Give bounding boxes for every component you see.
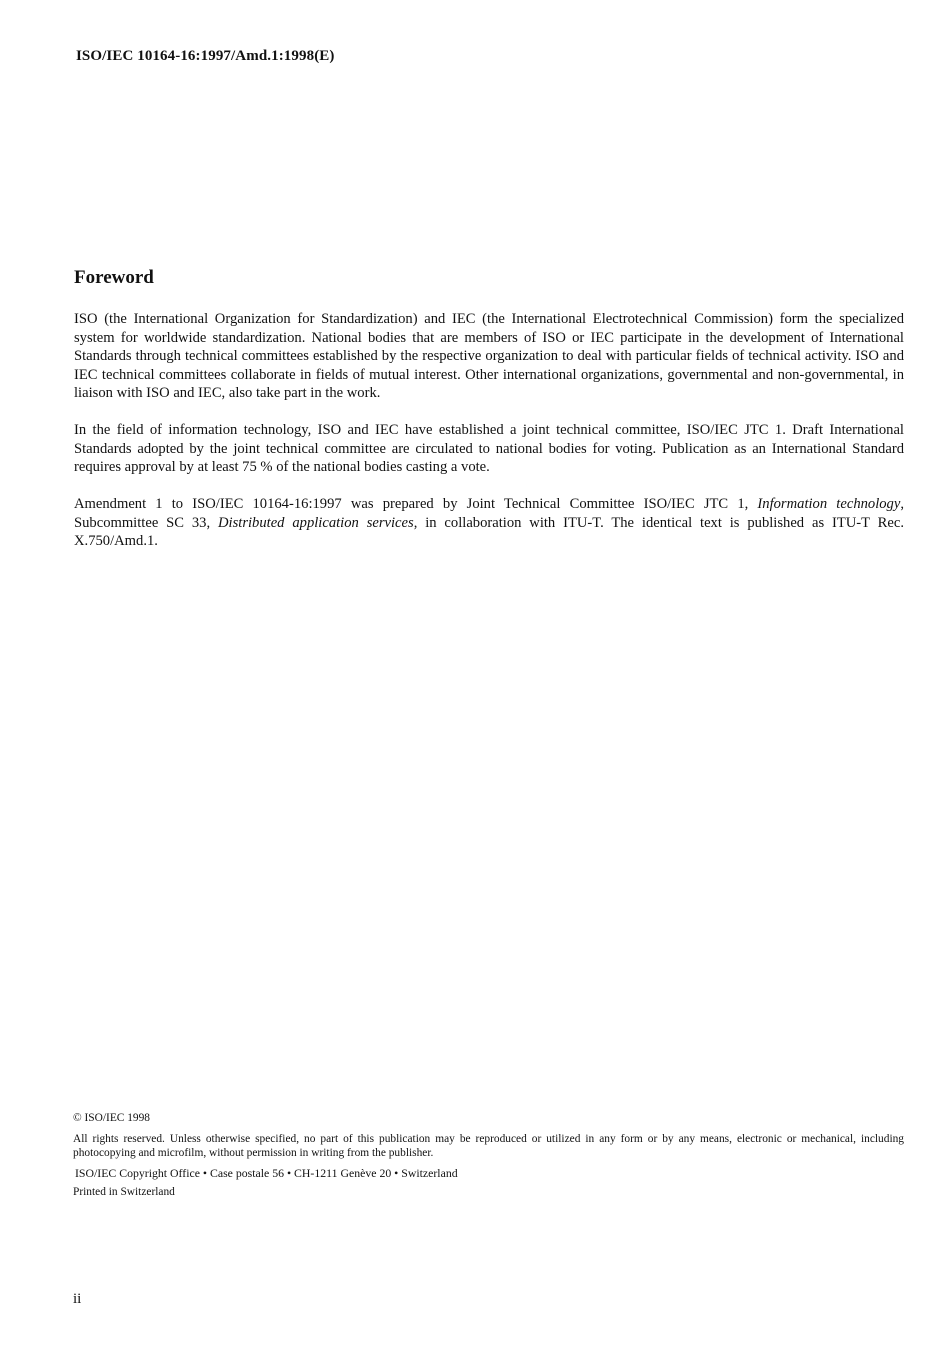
printed-in: Printed in Switzerland [73, 1186, 175, 1199]
copyright-office-address: ISO/IEC Copyright Office • Case postale 56 • CH-1211 Genève 20 • Switzerland [75, 1165, 458, 1180]
paragraph-3-text-2: , Subcommittee SC 33, [74, 496, 904, 531]
copyright-notice [73, 1111, 904, 1200]
foreword-paragraph-1: ISO (the International Organization for Standardization) and IEC (the International Electrotechnical Commission) form the specialized system for worldwide standardization. National bodies that are members of ISO or IEC participate in the development of International Standards through technical committees established by the respective organization to deal with particular fields of technical activity. ISO and IEC technical committees collaborate in fields of mutual interest. Other international organizations, governmental and non-governmental, in liaison with ISO and IEC, also take part in the work. [74, 311, 904, 402]
paragraph-3-emphasis-1: Information technology [757, 496, 901, 512]
paragraph-3-text-3: , in collaboration with ITU-T. The identical text is published as ITU-T Rec. X.750/Amd.1. [74, 514, 905, 550]
page-number: ii [73, 1291, 82, 1307]
paragraph-3-text-1: Amendment 1 to ISO/IEC 10164-16:1997 was prepared by Joint Technical Committee ISO/IEC JTC 1, [74, 496, 758, 512]
paragraph-3-emphasis-2: Distributed application services [218, 514, 414, 531]
foreword-paragraph-2: In the field of information technology, ISO and IEC have established a joint technical committee, ISO/IEC JTC 1. Draft International Standards adopted by the joint technical committee are circulated to national bodies for voting. Publication as an International Standard requires approval by at least 75 % of the national bodies casting a vote. [74, 422, 904, 476]
rights-statement: All rights reserved. Unless otherwise specified, no part of this publication may be reproduced or utilized in any form or by any means, electronic or mechanical, including photocopying and microfilm, without permission in writing from the publisher. [73, 1132, 904, 1160]
foreword-paragraph-3 [74, 495, 904, 551]
foreword-heading: Foreword [74, 267, 154, 288]
copyright-line: © ISO/IEC 1998 [73, 1112, 150, 1124]
document-id: ISO/IEC 10164-16:1997/Amd.1:1998(E) [76, 48, 335, 64]
